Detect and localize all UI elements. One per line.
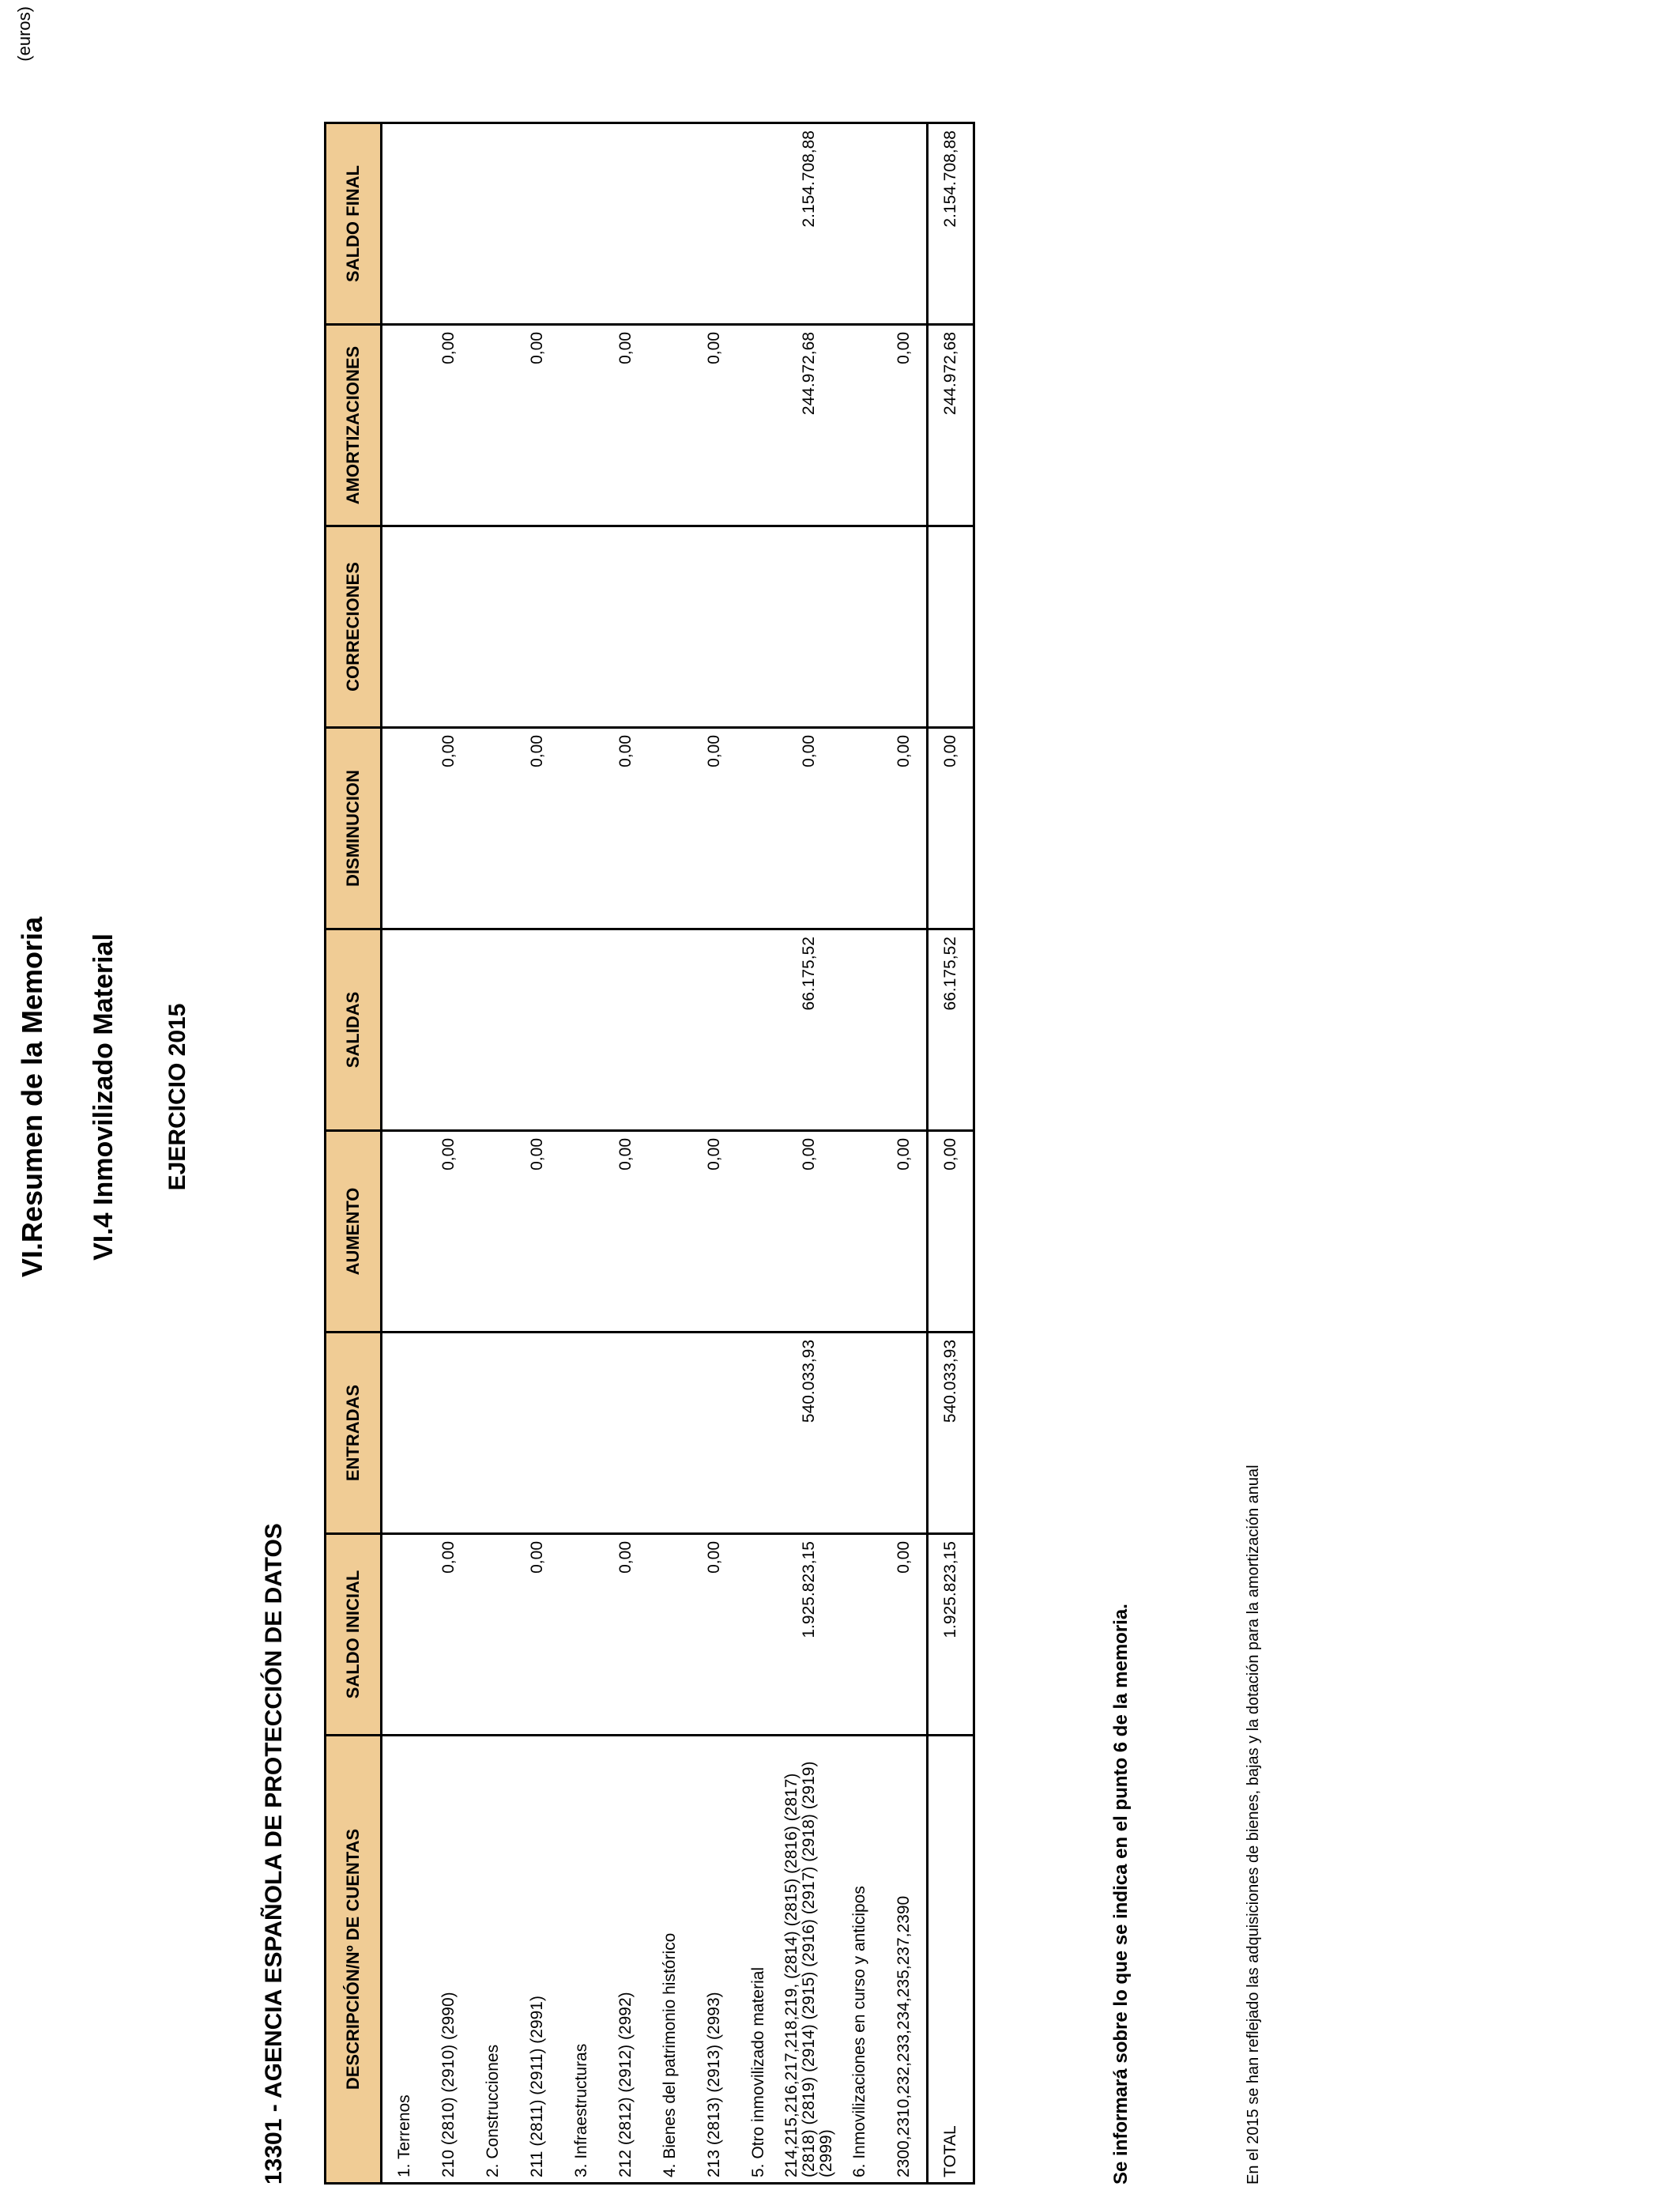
- cell-descripcion: TOTAL: [928, 1736, 974, 2184]
- cell-aumento: 0,00: [928, 1131, 974, 1333]
- cell-correciones: [559, 526, 604, 728]
- cell-descripcion: 6. Inmovilizaciones en curso y anticipos: [838, 1736, 882, 2184]
- table-header-row: [326, 123, 382, 2184]
- cell-saldo-inicial: [736, 1534, 781, 1736]
- cell-aumento: [559, 1131, 604, 1333]
- anual-note: En el 2015 se han reflejado las adquisiciones de bienes, bajas y la dotación para la amortización anual: [1245, 1465, 1262, 2185]
- cell-amortizaciones: [471, 325, 515, 526]
- cell-descripcion: 1. Terrenos: [382, 1736, 428, 2184]
- cell-salidas: [838, 929, 882, 1131]
- cell-correciones: [882, 526, 928, 728]
- cell-saldo-final: [736, 123, 781, 325]
- cell-entradas: [604, 1333, 648, 1534]
- cell-saldo-inicial: [382, 1534, 428, 1736]
- header-amortizaciones: AMORTIZACIONES: [326, 325, 382, 526]
- cell-saldo-inicial: 0,00: [882, 1534, 928, 1736]
- table-row: [471, 123, 515, 2184]
- cell-salidas: [427, 929, 471, 1131]
- cell-amortizaciones: [382, 325, 428, 526]
- cell-saldo-inicial: 0,00: [515, 1534, 559, 1736]
- cell-disminucion: 0,00: [427, 728, 471, 929]
- cell-saldo-final: [838, 123, 882, 325]
- cell-salidas: [648, 929, 692, 1131]
- memoria-note: Se informará sobre lo que se indica en el punto 6 de la memoria.: [1110, 1604, 1132, 2185]
- table-row: [515, 123, 559, 2184]
- cell-amortizaciones: 0,00: [882, 325, 928, 526]
- table-row: [427, 123, 471, 2184]
- cell-aumento: 0,00: [427, 1131, 471, 1333]
- section-title: VI.4 Inmovilizado Material: [89, 933, 119, 1261]
- cell-saldo-final: [515, 123, 559, 325]
- cell-saldo-final: [692, 123, 736, 325]
- cell-aumento: [471, 1131, 515, 1333]
- cell-saldo-inicial: [471, 1534, 515, 1736]
- cell-correciones: [781, 526, 838, 728]
- cell-entradas: [471, 1333, 515, 1534]
- table-total-row: [928, 123, 974, 2184]
- table-row: [559, 123, 604, 2184]
- cell-saldo-final: 2.154.708,88: [928, 123, 974, 325]
- cell-salidas: [692, 929, 736, 1131]
- cell-saldo-inicial: 0,00: [604, 1534, 648, 1736]
- cell-correciones: [515, 526, 559, 728]
- cell-disminucion: 0,00: [604, 728, 648, 929]
- cell-amortizaciones: 244.972,68: [928, 325, 974, 526]
- cell-aumento: [648, 1131, 692, 1333]
- cell-salidas: [382, 929, 428, 1131]
- cell-disminucion: [736, 728, 781, 929]
- cell-disminucion: 0,00: [781, 728, 838, 929]
- cell-saldo-inicial: [648, 1534, 692, 1736]
- cell-correciones: [648, 526, 692, 728]
- cell-saldo-final: [882, 123, 928, 325]
- cell-correciones: [382, 526, 428, 728]
- main-title: VI.Resumen de la Memoria: [16, 916, 48, 1278]
- cell-entradas: [515, 1333, 559, 1534]
- table-row: [736, 123, 781, 2184]
- inmovilizado-table: [324, 122, 975, 2185]
- cell-salidas: [559, 929, 604, 1131]
- cell-saldo-inicial: [559, 1534, 604, 1736]
- cell-aumento: [736, 1131, 781, 1333]
- year-title: EJERCICIO 2015: [164, 1003, 190, 1191]
- cell-correciones: [427, 526, 471, 728]
- header-aumento: AUMENTO: [326, 1131, 382, 1333]
- cell-entradas: [882, 1333, 928, 1534]
- header-saldo-inicial: SALDO INICIAL: [326, 1534, 382, 1736]
- cell-disminucion: 0,00: [928, 728, 974, 929]
- cell-disminucion: 0,00: [515, 728, 559, 929]
- cell-salidas: [471, 929, 515, 1131]
- cell-entradas: 540.033,93: [781, 1333, 838, 1534]
- table-row: [781, 123, 838, 2184]
- cell-entradas: [648, 1333, 692, 1534]
- header-entradas: ENTRADAS: [326, 1333, 382, 1534]
- cell-descripcion: 3. Infraestructuras: [559, 1736, 604, 2184]
- table-row: [648, 123, 692, 2184]
- cell-aumento: 0,00: [882, 1131, 928, 1333]
- cell-aumento: 0,00: [604, 1131, 648, 1333]
- cell-saldo-final: [427, 123, 471, 325]
- cell-amortizaciones: [736, 325, 781, 526]
- header-salidas: SALIDAS: [326, 929, 382, 1131]
- cell-aumento: 0,00: [515, 1131, 559, 1333]
- cell-correciones: [604, 526, 648, 728]
- cell-correciones: [928, 526, 974, 728]
- table-row: [838, 123, 882, 2184]
- header-saldo-final: SALDO FINAL: [326, 123, 382, 325]
- cell-saldo-inicial: 0,00: [692, 1534, 736, 1736]
- cell-disminucion: [648, 728, 692, 929]
- table-body: [382, 123, 974, 2184]
- cell-correciones: [692, 526, 736, 728]
- cell-amortizaciones: 244.972,68: [781, 325, 838, 526]
- cell-aumento: [838, 1131, 882, 1333]
- table-row: [692, 123, 736, 2184]
- cell-entradas: [427, 1333, 471, 1534]
- cell-descripcion: 210 (2810) (2910) (2990): [427, 1736, 471, 2184]
- cell-saldo-final: [471, 123, 515, 325]
- table-row: [882, 123, 928, 2184]
- cell-salidas: 66.175,52: [781, 929, 838, 1131]
- cell-entradas: 540.033,93: [928, 1333, 974, 1534]
- cell-descripcion: 2300,2310,232,233,234,235,237,2390: [882, 1736, 928, 2184]
- cell-amortizaciones: 0,00: [692, 325, 736, 526]
- cell-amortizaciones: [559, 325, 604, 526]
- cell-salidas: 66.175,52: [928, 929, 974, 1131]
- cell-descripcion: 211 (2811) (2911) (2991): [515, 1736, 559, 2184]
- cell-saldo-final: [559, 123, 604, 325]
- cell-saldo-final: [604, 123, 648, 325]
- cell-disminucion: 0,00: [692, 728, 736, 929]
- header-disminucion: DISMINUCION: [326, 728, 382, 929]
- cell-amortizaciones: 0,00: [604, 325, 648, 526]
- cell-saldo-final: 2.154.708,88: [781, 123, 838, 325]
- cell-amortizaciones: 0,00: [427, 325, 471, 526]
- cell-aumento: [382, 1131, 428, 1333]
- cell-saldo-final: [382, 123, 428, 325]
- units-label: (euros): [14, 6, 34, 62]
- table-row: [604, 123, 648, 2184]
- cell-salidas: [604, 929, 648, 1131]
- cell-disminucion: [382, 728, 428, 929]
- cell-disminucion: 0,00: [882, 728, 928, 929]
- cell-entradas: [382, 1333, 428, 1534]
- cell-salidas: [515, 929, 559, 1131]
- cell-descripcion: 5. Otro inmovilizado material: [736, 1736, 781, 2184]
- cell-descripcion: 212 (2812) (2912) (2992): [604, 1736, 648, 2184]
- cell-correciones: [471, 526, 515, 728]
- cell-descripcion: 2. Construcciones: [471, 1736, 515, 2184]
- cell-saldo-inicial: 0,00: [427, 1534, 471, 1736]
- cell-disminucion: [471, 728, 515, 929]
- cell-saldo-final: [648, 123, 692, 325]
- table-row: [382, 123, 428, 2184]
- cell-saldo-inicial: 1.925.823,15: [781, 1534, 838, 1736]
- cell-saldo-inicial: 1.925.823,15: [928, 1534, 974, 1736]
- cell-aumento: 0,00: [781, 1131, 838, 1333]
- entity-title: 13301 - AGENCIA ESPAÑOLA DE PROTECCIÓN DE DATOS: [261, 1523, 287, 2185]
- cell-salidas: [736, 929, 781, 1131]
- cell-disminucion: [838, 728, 882, 929]
- cell-entradas: [736, 1333, 781, 1534]
- header-descripcion: DESCRIPCIÓN/Nº DE CUENTAS: [326, 1736, 382, 2184]
- cell-correciones: [736, 526, 781, 728]
- cell-entradas: [559, 1333, 604, 1534]
- cell-saldo-inicial: [838, 1534, 882, 1736]
- cell-entradas: [692, 1333, 736, 1534]
- cell-amortizaciones: [648, 325, 692, 526]
- cell-descripcion: 214,215,216,217,218,219, (2814) (2815) (2816) (2817) (2818) (2819) (2914) (2915) (2916) (2917) (2918) (2919) (2999): [781, 1736, 838, 2184]
- cell-descripcion: 4. Bienes del patrimonio histórico: [648, 1736, 692, 2184]
- cell-correciones: [838, 526, 882, 728]
- cell-amortizaciones: 0,00: [515, 325, 559, 526]
- cell-salidas: [882, 929, 928, 1131]
- cell-descripcion: 213 (2813) (2913) (2993): [692, 1736, 736, 2184]
- cell-disminucion: [559, 728, 604, 929]
- cell-amortizaciones: [838, 325, 882, 526]
- header-correciones: CORRECIONES: [326, 526, 382, 728]
- cell-entradas: [838, 1333, 882, 1534]
- cell-aumento: 0,00: [692, 1131, 736, 1333]
